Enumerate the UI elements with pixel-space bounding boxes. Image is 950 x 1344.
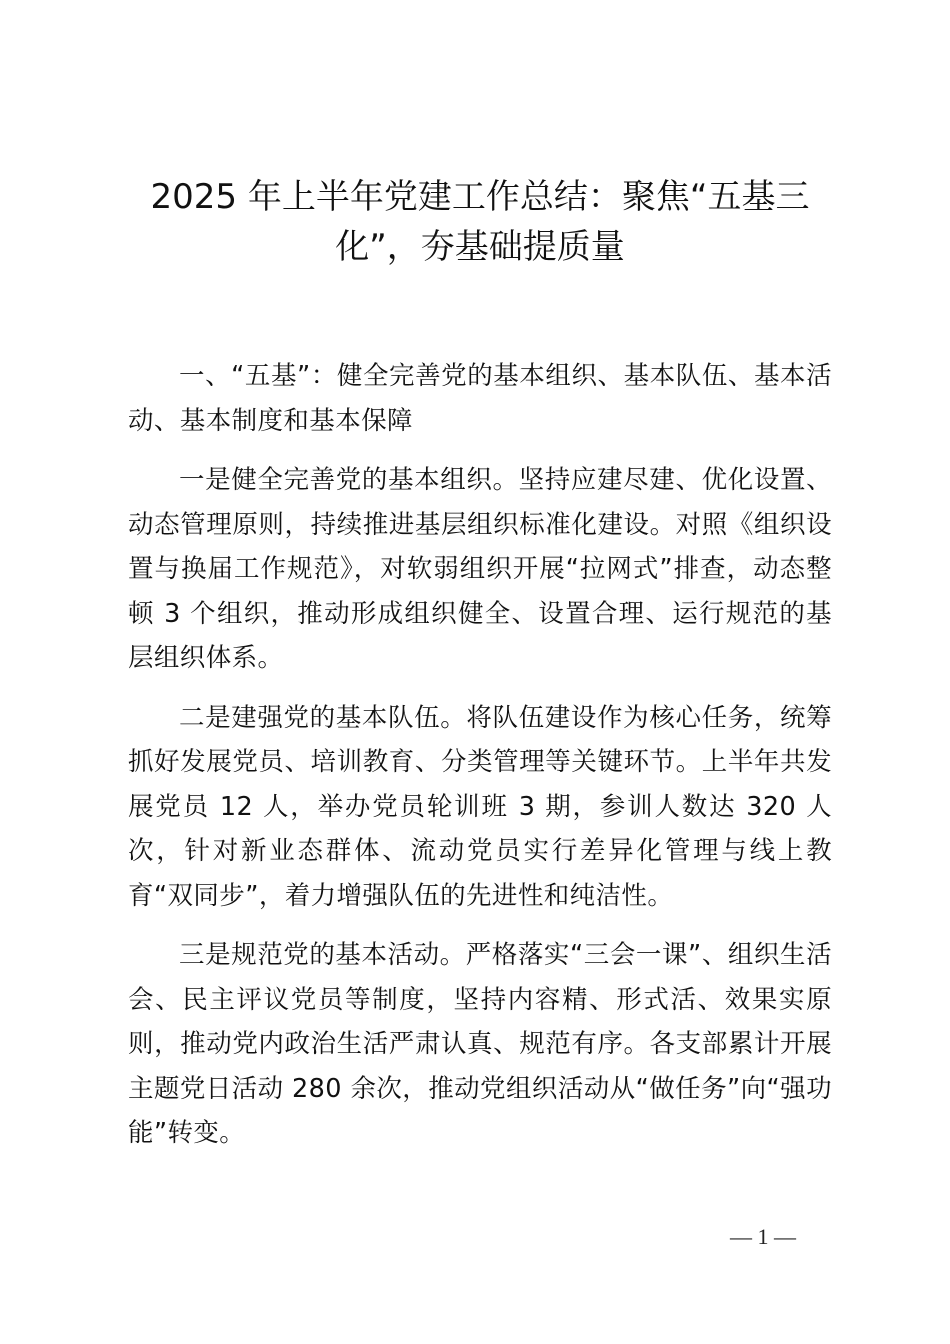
paragraph-basic-team: 二是建强党的基本队伍。将队伍建设作为核心任务，统筹抓好发展党员、培训教育、分类管理等关键环节。上半年共发展党员 12 人，举办党员轮训班 3 期，参训人数达 320 人次，针对新业态群体、流动党员实行差异化管理与线上教育“双同步”，着力增强队伍的先进性和纯洁性。: [128, 702, 832, 911]
document-body: [128, 354, 832, 1156]
page-number: — 1 —: [730, 1224, 796, 1249]
section-heading: 一、“五基”：健全完善党的基本组织、基本队伍、基本活动、基本制度和基本保障: [128, 361, 832, 436]
title-line-1: 2025 年上半年党建工作总结：聚焦“五基三: [150, 177, 810, 217]
title-line-2: 化”，夯基础提质量: [335, 227, 625, 267]
paragraph-basic-activities: 三是规范党的基本活动。严格落实“三会一课”、组织生活会、民主评议党员等制度，坚持内容精、形式活、效果实原则，推动党内政治生活严肃认真、规范有序。各支部累计开展主题党日活动 280 余次，推动党组织活动从“做任务”向“强功能”转变。: [128, 940, 832, 1148]
document-title: [128, 172, 832, 272]
paragraph-basic-organization: 一是健全完善党的基本组织。坚持应建尽建、优化设置、动态管理原则，持续推进基层组织标准化建设。对照《组织设置与换届工作规范》，对软弱组织开展“拉网式”排查，动态整顿 3 个组织，推动形成组织健全、设置合理、运行规范的基层组织体系。: [128, 465, 832, 673]
